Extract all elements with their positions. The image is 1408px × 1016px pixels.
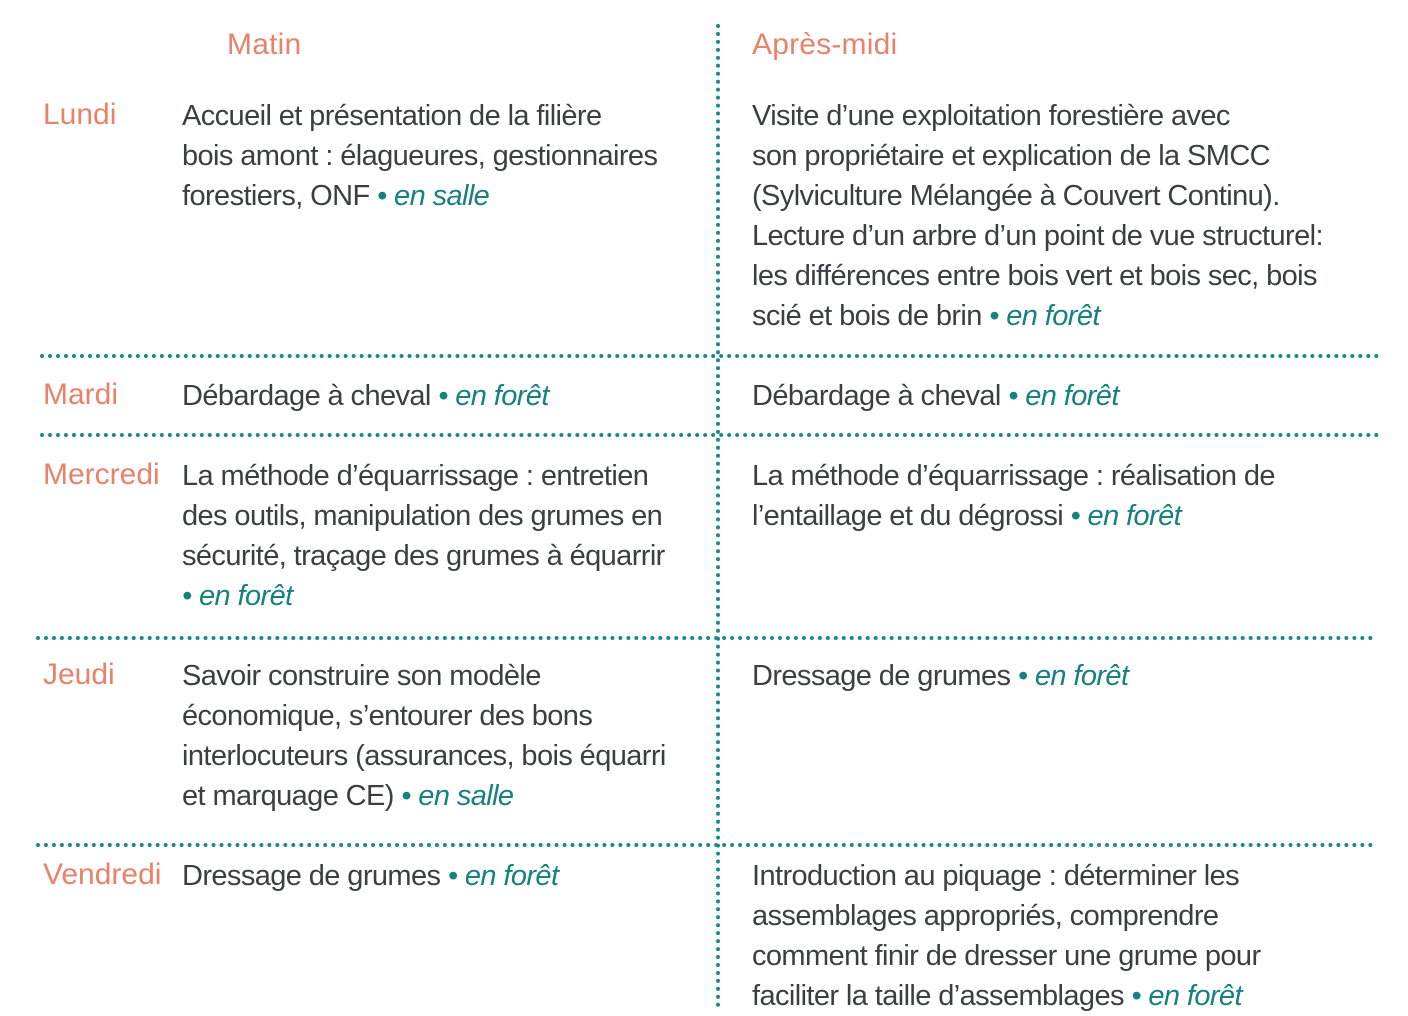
- cell-line: [182, 576, 665, 616]
- cell-line-text: Débardage à cheval: [752, 380, 1009, 412]
- cell-line: Visite d’une exploitation forestière avec: [752, 100, 1230, 132]
- cell-line-text: forestiers, ONF: [182, 180, 378, 212]
- mardi-afternoon-cell: [752, 376, 1119, 416]
- day-label-mercredi: Mercredi: [43, 458, 160, 491]
- location-tag: • en forêt: [1131, 980, 1242, 1012]
- lundi-morning-cell: [182, 96, 657, 216]
- location-tag: • en forêt: [438, 380, 549, 412]
- cell-line-text: Dressage de grumes: [752, 660, 1018, 692]
- row-divider: [36, 636, 1374, 640]
- cell-line: [752, 296, 1323, 336]
- cell-line: Savoir construire son modèle: [182, 660, 541, 692]
- cell-line: économique, s’entourer des bons: [182, 700, 593, 732]
- day-label-lundi: Lundi: [43, 98, 117, 131]
- morning-column-header: Matin: [227, 28, 302, 61]
- cell-line: [752, 976, 1261, 1016]
- cell-line: Accueil et présentation de la filière: [182, 100, 602, 132]
- location-tag: • en forêt: [182, 580, 293, 612]
- row-divider: [36, 843, 1374, 847]
- cell-line: La méthode d’équarrissage : entretien: [182, 460, 649, 492]
- cell-line-text: Dressage de grumes: [182, 860, 448, 892]
- cell-line: [752, 376, 1119, 416]
- cell-line: sécurité, traçage des grumes à équarrir: [182, 540, 665, 572]
- column-divider: [716, 24, 720, 1008]
- cell-line: Lecture d’un arbre d’un point de vue structurel:: [752, 220, 1323, 252]
- location-tag: • en forêt: [1070, 500, 1182, 532]
- day-label-vendredi: Vendredi: [43, 858, 162, 891]
- row-divider: [40, 433, 1380, 437]
- cell-line: [182, 856, 558, 896]
- cell-line: assemblages appropriés, comprendre: [752, 900, 1219, 932]
- cell-line: [182, 176, 657, 216]
- cell-line: les différences entre bois vert et bois sec, bois: [752, 260, 1317, 292]
- location-tag: • en forêt: [1017, 660, 1129, 692]
- day-label-jeudi: Jeudi: [43, 658, 115, 691]
- mardi-morning-cell: [182, 376, 549, 416]
- location-tag: • en forêt: [447, 860, 559, 892]
- cell-line-text: Débardage à cheval: [182, 380, 439, 412]
- location-tag: • en forêt: [989, 300, 1100, 332]
- cell-line-text: scié et bois de brin: [752, 300, 990, 332]
- cell-line: son propriétaire et explication de la SMCC: [752, 140, 1271, 172]
- cell-line: bois amont : élagueures, gestionnaires: [182, 140, 658, 172]
- cell-line: Introduction au piquage : déterminer les: [752, 860, 1240, 892]
- cell-line-text: et marquage CE): [182, 780, 402, 812]
- cell-line: [182, 776, 666, 816]
- cell-line-text: l’entaillage et du dégrossi: [752, 500, 1071, 532]
- afternoon-column-header: Après-midi: [752, 28, 898, 61]
- cell-line: des outils, manipulation des grumes en: [182, 500, 663, 532]
- cell-line: interlocuteurs (assurances, bois équarri: [182, 740, 666, 772]
- cell-line: La méthode d’équarrissage : réalisation de: [752, 460, 1275, 492]
- location-tag: • en salle: [377, 180, 490, 212]
- mercredi-afternoon-cell: [752, 456, 1275, 536]
- vendredi-afternoon-cell: [752, 856, 1261, 1016]
- cell-line: comment finir de dresser une grume pour: [752, 940, 1261, 972]
- cell-line: [182, 376, 549, 416]
- cell-line: [752, 656, 1128, 696]
- jeudi-afternoon-cell: [752, 656, 1128, 696]
- day-label-mardi: Mardi: [43, 378, 119, 411]
- vendredi-morning-cell: [182, 856, 558, 896]
- location-tag: • en salle: [401, 780, 514, 812]
- location-tag: • en forêt: [1008, 380, 1119, 412]
- lundi-afternoon-cell: [752, 96, 1323, 336]
- row-divider: [40, 354, 1380, 358]
- cell-line: (Sylviculture Mélangée à Couvert Continu).: [752, 180, 1280, 212]
- cell-line-text: faciliter la taille d’assemblages: [752, 980, 1132, 1012]
- cell-line: [752, 496, 1275, 536]
- mercredi-morning-cell: [182, 456, 665, 616]
- jeudi-morning-cell: [182, 656, 666, 816]
